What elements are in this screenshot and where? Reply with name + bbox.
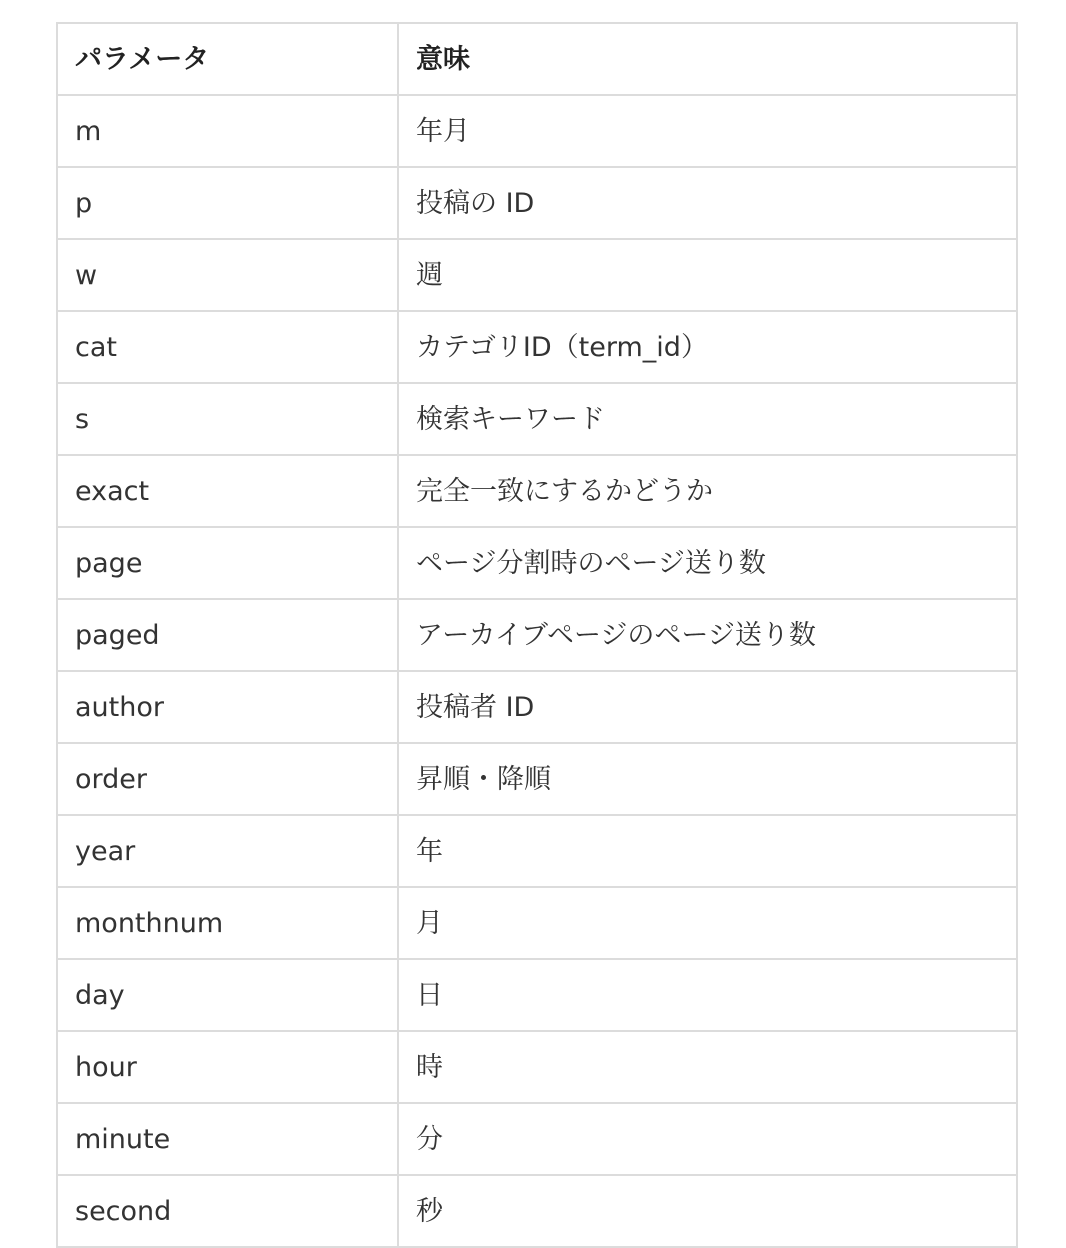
table-row: [57, 383, 1017, 455]
param-cell: p: [57, 167, 398, 239]
param-cell: second: [57, 1175, 398, 1247]
table-header-row: [57, 23, 1017, 95]
param-cell: page: [57, 527, 398, 599]
meaning-cell: カテゴリID（term_id）: [398, 311, 1017, 383]
param-cell: w: [57, 239, 398, 311]
table-row: [57, 167, 1017, 239]
table-row: [57, 311, 1017, 383]
param-cell: author: [57, 671, 398, 743]
meaning-cell: 年月: [398, 95, 1017, 167]
param-cell: cat: [57, 311, 398, 383]
table-row: [57, 527, 1017, 599]
table-row: [57, 1175, 1017, 1247]
param-cell: year: [57, 815, 398, 887]
table-row: [57, 887, 1017, 959]
meaning-cell: 昇順・降順: [398, 743, 1017, 815]
header-meaning: 意味: [398, 23, 1017, 95]
meaning-cell: 年: [398, 815, 1017, 887]
meaning-cell: 時: [398, 1031, 1017, 1103]
meaning-cell: 日: [398, 959, 1017, 1031]
parameter-table-container: [56, 22, 1016, 1248]
param-cell: day: [57, 959, 398, 1031]
param-cell: monthnum: [57, 887, 398, 959]
param-cell: paged: [57, 599, 398, 671]
table-row: [57, 1103, 1017, 1175]
meaning-cell: ページ分割時のページ送り数: [398, 527, 1017, 599]
meaning-cell: 投稿の ID: [398, 167, 1017, 239]
param-cell: s: [57, 383, 398, 455]
param-cell: exact: [57, 455, 398, 527]
table-row: [57, 959, 1017, 1031]
param-cell: minute: [57, 1103, 398, 1175]
meaning-cell: 分: [398, 1103, 1017, 1175]
meaning-cell: 検索キーワード: [398, 383, 1017, 455]
param-cell: hour: [57, 1031, 398, 1103]
table-row: [57, 455, 1017, 527]
table-row: [57, 239, 1017, 311]
meaning-cell: 週: [398, 239, 1017, 311]
meaning-cell: 投稿者 ID: [398, 671, 1017, 743]
meaning-cell: 月: [398, 887, 1017, 959]
meaning-cell: アーカイブページのページ送り数: [398, 599, 1017, 671]
parameter-table: [56, 22, 1018, 1248]
table-row: [57, 815, 1017, 887]
table-row: [57, 671, 1017, 743]
header-parameter: パラメータ: [57, 23, 398, 95]
param-cell: m: [57, 95, 398, 167]
meaning-cell: 完全一致にするかどうか: [398, 455, 1017, 527]
table-row: [57, 599, 1017, 671]
table-row: [57, 95, 1017, 167]
param-cell: order: [57, 743, 398, 815]
meaning-cell: 秒: [398, 1175, 1017, 1247]
table-row: [57, 743, 1017, 815]
table-row: [57, 1031, 1017, 1103]
